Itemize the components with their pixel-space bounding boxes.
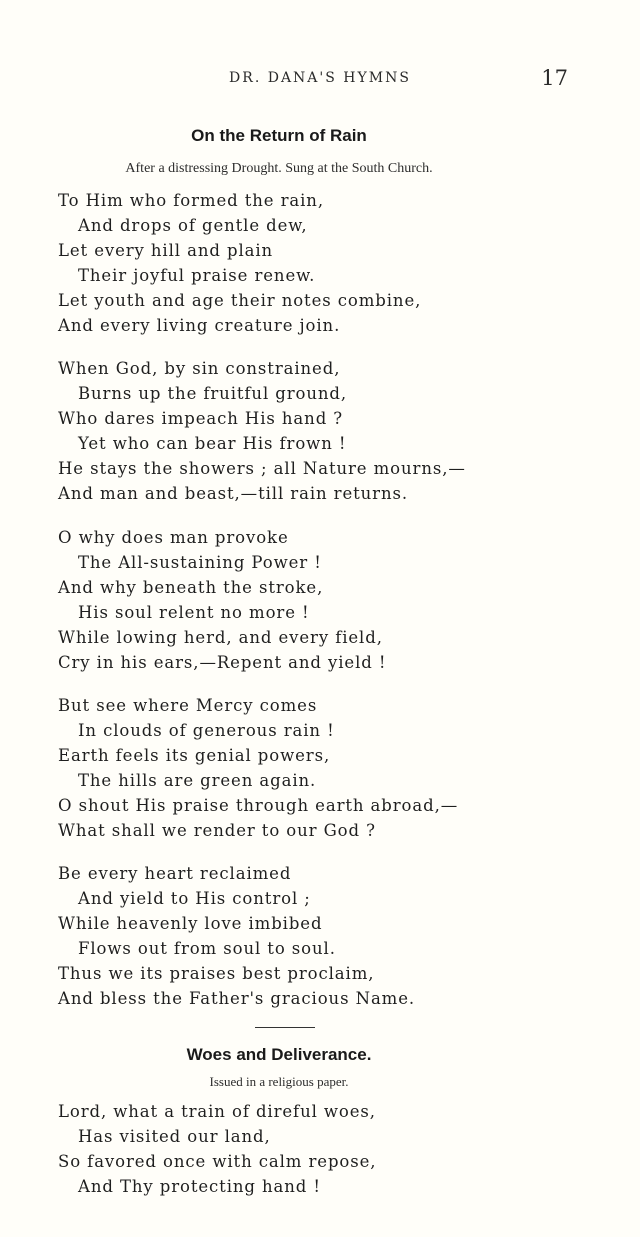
verse-line: Let youth and age their notes combine, xyxy=(58,291,422,310)
verse-line: And bless the Father's gracious Name. xyxy=(58,989,416,1008)
verse-line: Earth feels its genial powers, xyxy=(58,746,331,765)
verse-line: In clouds of generous rain ! xyxy=(78,721,335,740)
verse-line: Thus we its praises best proclaim, xyxy=(58,964,375,983)
stanza xyxy=(58,1099,376,1199)
verse-line: But see where Mercy comes xyxy=(58,696,318,715)
verse-line: What shall we render to our God ? xyxy=(58,821,376,840)
verse-line: The All-sustaining Power ! xyxy=(78,553,322,572)
verse-line: To Him who formed the rain, xyxy=(58,191,324,210)
hymn-title: On the Return of Rain xyxy=(191,126,367,145)
verse-line: And Thy protecting hand ! xyxy=(78,1177,321,1196)
verse-line: When God, by sin constrained, xyxy=(58,359,341,378)
verse-line: The hills are green again. xyxy=(78,771,317,790)
verse-line: Has visited our land, xyxy=(78,1127,271,1146)
verse-line: Flows out from soul to soul. xyxy=(78,939,336,958)
verse-line: While lowing herd, and every field, xyxy=(58,628,383,647)
verse-line: And yield to His control ; xyxy=(78,889,311,908)
hymn-subtitle: Issued in a religious paper. xyxy=(209,1074,349,1089)
verse-line: While heavenly love imbibed xyxy=(58,914,323,933)
verse-line: Yet who can bear His frown ! xyxy=(78,434,347,453)
stanza xyxy=(58,693,458,843)
verse-line: Let every hill and plain xyxy=(58,241,274,260)
stanza xyxy=(58,188,421,338)
verse-line: Burns up the fruitful ground, xyxy=(78,384,348,403)
verse-line: O shout His praise through earth abroad,— xyxy=(58,796,459,815)
hymn-subtitle: After a distressing Drought. Sung at the South Church. xyxy=(125,161,433,176)
section-divider xyxy=(255,1027,315,1028)
verse-line: And every living creature join. xyxy=(58,316,341,335)
verse-line: So favored once with calm repose, xyxy=(58,1152,377,1171)
verse-line: Lord, what a train of direful woes, xyxy=(58,1102,376,1121)
verse-line: He stays the showers ; all Nature mourns,— xyxy=(58,459,466,478)
verse-line: Be every heart reclaimed xyxy=(58,864,292,883)
verse-line: Cry in his ears,—Repent and yield ! xyxy=(58,653,387,672)
stanza xyxy=(58,525,386,675)
stanza xyxy=(58,356,466,506)
verse-line: His soul relent no more ! xyxy=(78,603,310,622)
hymn-title: Woes and Deliverance. xyxy=(186,1045,372,1064)
verse-line: And man and beast,—till rain returns. xyxy=(58,484,408,503)
verse-line: Their joyful praise renew. xyxy=(78,266,316,285)
verse-line: O why does man provoke xyxy=(58,528,289,547)
running-head: DR. DANA'S HYMNS xyxy=(229,70,411,86)
verse-line: And why beneath the stroke, xyxy=(58,578,324,597)
verse-line: And drops of gentle dew, xyxy=(78,216,308,235)
verse-line: Who dares impeach His hand ? xyxy=(58,409,344,428)
page-number: 17 xyxy=(541,66,568,90)
stanza xyxy=(58,861,415,1011)
